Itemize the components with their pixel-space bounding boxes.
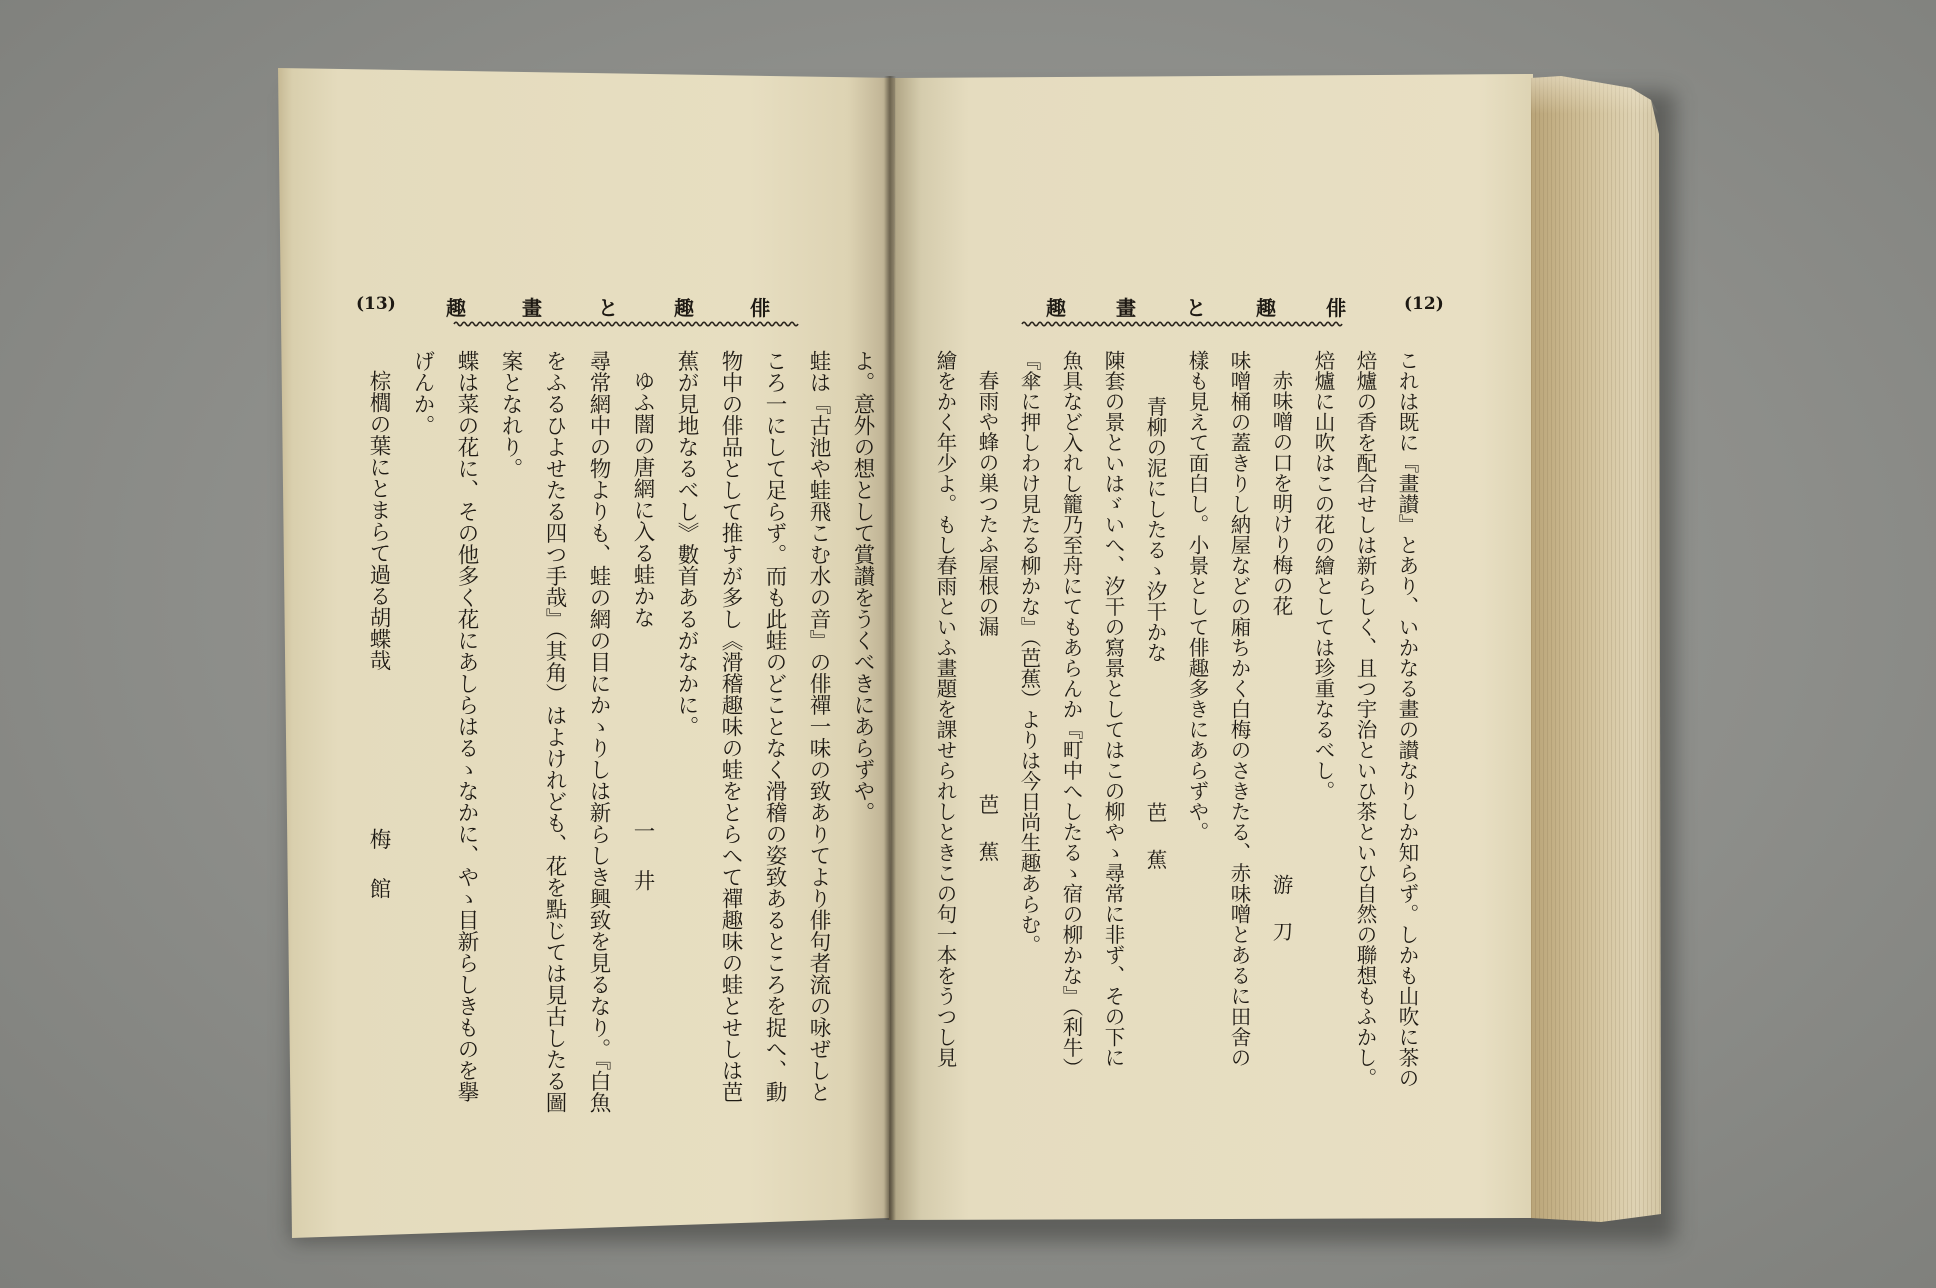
- wavy-rule-line: [1022, 322, 1342, 326]
- haiku-author: 游刀: [1269, 874, 1293, 969]
- text-column: 焙爐の香を配合せしは新らしく、且つ宇治といひ茶といひ自然の聯想もふかし。: [1353, 350, 1377, 1088]
- text-column: 味噌桶の蓋きりし納屋などの廂ちかく白梅のさきたる、赤味噌とあるに田舍の: [1227, 350, 1251, 1068]
- book-spine-gutter: [884, 76, 896, 1220]
- text-column: これは既に『畫讃』とあり、いかなる畫の讃なりしか知らず。しかも山吹に茶の: [1395, 350, 1419, 1088]
- text-column: 尋常網中の物よりも、蛙の網の目にかゝりしは新らしき興致を見るなり。『白魚: [586, 350, 611, 1114]
- haiku-author: 芭蕉: [1143, 802, 1167, 897]
- text-column: 魚具など入れし籠乃至舟にてもあらんか『町中へしたるゝ宿の柳かな』（利牛）: [1059, 350, 1083, 1078]
- text-column: ころ一にして足らず。而も此蛙のどことなく滑稽の姿致あるところを捉へ、動: [762, 350, 787, 1103]
- text-column: 『傘に押しわけ見たる柳かな』（芭蕉）よりは今日尚生趣あらむ。: [1017, 350, 1041, 955]
- page-stack-fore-edge: [1531, 74, 1663, 1224]
- page-number-right: (12): [1404, 294, 1444, 314]
- running-head-right: 俳趣と畫趣: [1046, 296, 1396, 320]
- text-column: よ。意外の想として賞讃をうくべきにあらずや。: [850, 350, 875, 823]
- haiku-author: 一井: [630, 820, 655, 919]
- text-column: 焙爐に山吹はこの花の繪としては珍重なるべし。: [1311, 350, 1335, 801]
- haiku-column: [1260, 350, 1302, 1120]
- text-column: をふるひよせたる四つ手哉』（其角）はよけれども、花を點じては見古したる圖: [542, 350, 567, 1114]
- haiku-author: 芭蕉: [975, 794, 999, 889]
- wavy-rule-left: [454, 318, 802, 330]
- text-column: 物中の俳品として推すが多し《滑稽趣味の蛙をとらへて禪趣味の蛙とせしは芭: [718, 350, 743, 1103]
- text-column: 樣も見えて面白し。小景として俳趣多きにあらずや。: [1185, 350, 1209, 842]
- text-column: 蕉が見地なるべし》數首あるがなかに。: [674, 350, 699, 737]
- haiku-poem: 春雨や蜂の巣つたふ屋根の漏: [975, 370, 999, 637]
- text-column: げんか。: [410, 350, 435, 436]
- right-page-text: [924, 350, 1428, 1120]
- wavy-rule-right: [1022, 318, 1348, 330]
- wavy-rule-line: [454, 322, 798, 326]
- haiku-poem: ゆふ闇の唐網に入る蛙かな: [630, 370, 655, 628]
- haiku-column: [620, 350, 664, 1120]
- text-column: 繪をかく年少よ。もし春雨といふ畫題を課せられしときこの句一本をうつし見: [933, 350, 957, 1068]
- text-column: 案となれり。: [498, 350, 523, 479]
- haiku-column: [356, 350, 400, 1120]
- haiku-author: 梅館: [366, 828, 391, 927]
- text-column: 陳套の景といはゞいへ、汐干の寫景としてはこの柳やゝ尋常に非ず、その下に: [1101, 350, 1125, 1068]
- text-column: 蝶は菜の花に、その他多く花にあしらはるゝなかに、やゝ目新らしきものを擧: [454, 350, 479, 1103]
- running-head-left: 俳趣と畫趣: [446, 296, 826, 320]
- page-number-left: (13): [356, 294, 396, 314]
- haiku-poem: 赤味噌の口を明けり梅の花: [1269, 370, 1293, 616]
- haiku-column: [1134, 350, 1176, 1120]
- haiku-column: [966, 350, 1008, 1120]
- haiku-poem: 棕櫚の葉にとまらて過る胡蝶哉: [366, 370, 391, 671]
- text-column: 蛙は『古池や蛙飛こむ水の音』の俳禪一味の致ありてより俳句者流の咏ぜしと: [806, 350, 831, 1103]
- haiku-poem: 青柳の泥にしたるゝ汐干かな: [1143, 396, 1167, 663]
- left-page-text: [356, 350, 884, 1120]
